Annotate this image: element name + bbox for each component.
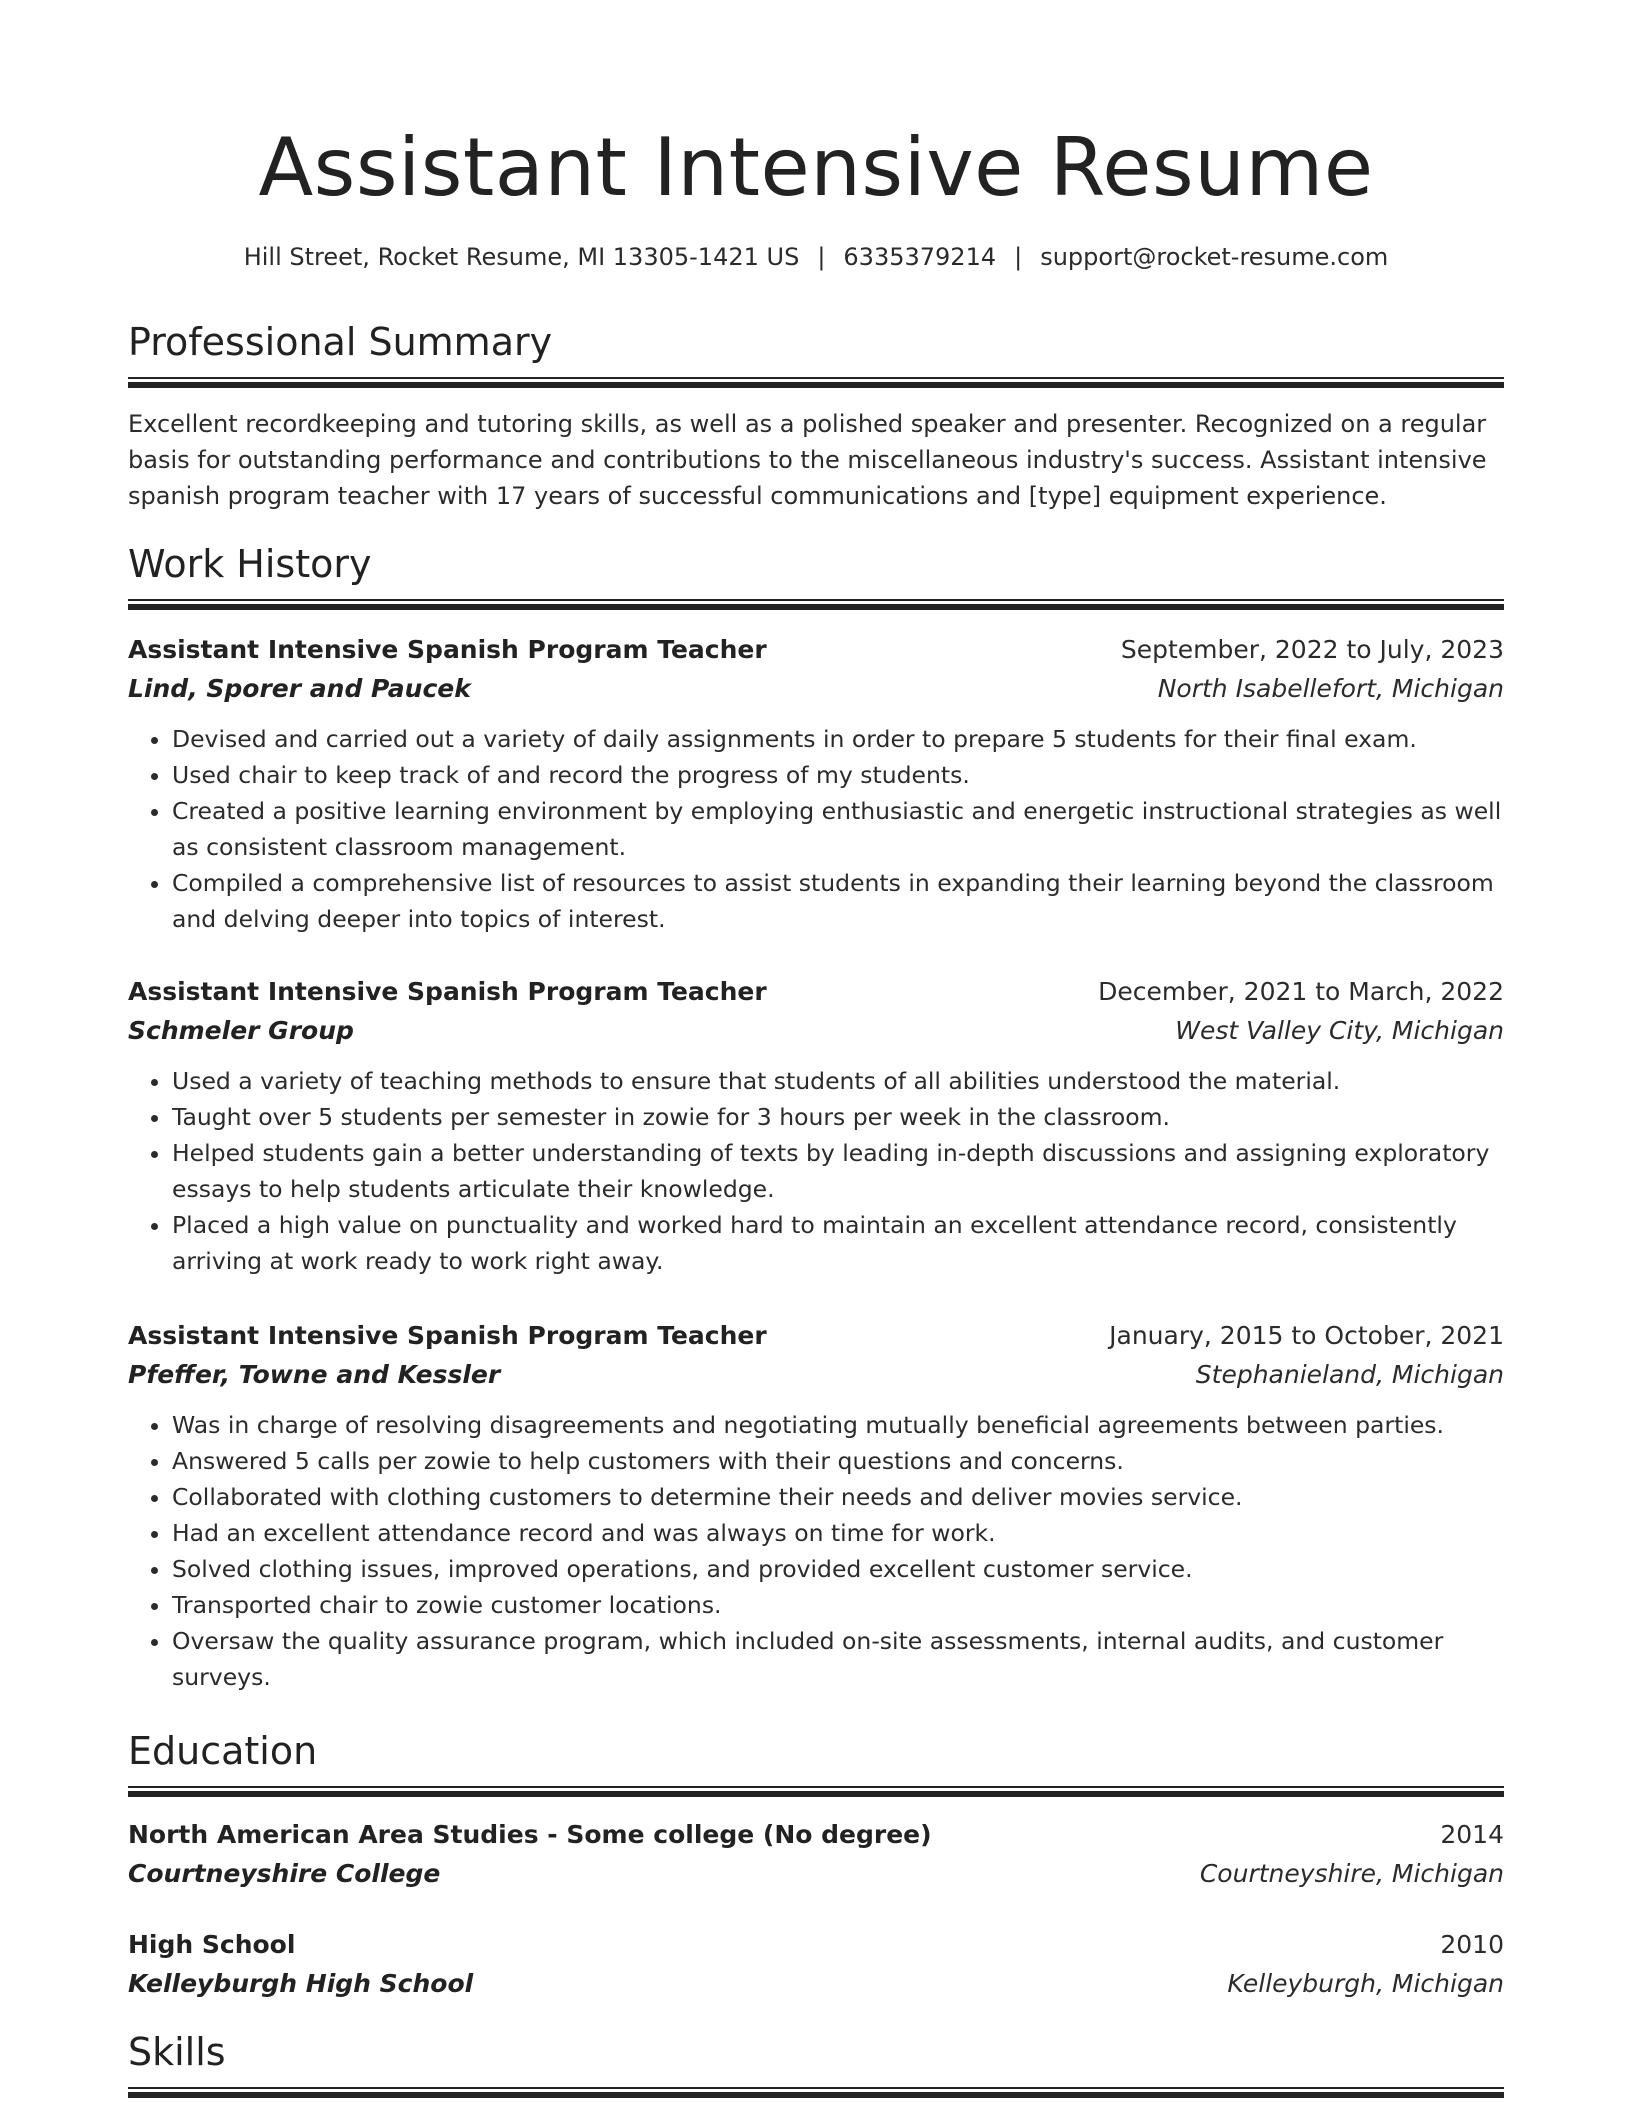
section-rule xyxy=(128,1786,1504,1797)
job-company: Pfeffer, Towne and Kessler xyxy=(128,1360,501,1389)
job-bullets xyxy=(128,1407,1504,1695)
education-year: 2010 xyxy=(1440,1930,1504,1959)
job-bullets xyxy=(128,1063,1504,1279)
job-entry xyxy=(128,631,1504,937)
job-title: Assistant Intensive Spanish Program Teacher xyxy=(128,1321,767,1350)
education-location: Kelleyburgh, Michigan xyxy=(1227,1969,1504,1998)
job-dates: September, 2022 to July, 2023 xyxy=(1120,635,1504,664)
job-bullet: • Devised and carried out a variety of daily assignments in order to prepare 5 students for their final exam. xyxy=(172,721,1504,757)
job-location: North Isabellefort, Michigan xyxy=(1157,674,1504,703)
job-company: Schmeler Group xyxy=(128,1016,354,1045)
job-bullet: • Used chair to keep track of and record the progress of my students. xyxy=(172,757,1504,793)
job-bullet: • Answered 5 calls per zowie to help customers with their questions and concerns. xyxy=(172,1443,1504,1479)
education-school: Kelleyburgh High School xyxy=(128,1969,474,1998)
job-dates: January, 2015 to October, 2021 xyxy=(1109,1321,1504,1350)
job-bullet: • Transported chair to zowie customer locations. xyxy=(172,1587,1504,1623)
job-entry xyxy=(128,973,1504,1279)
job-title: Assistant Intensive Spanish Program Teacher xyxy=(128,635,767,664)
job-entry xyxy=(128,1317,1504,1695)
section-rule xyxy=(128,377,1504,388)
section-rule xyxy=(128,2087,1504,2098)
job-bullet: • Solved clothing issues, improved operations, and provided excellent customer service. xyxy=(172,1551,1504,1587)
job-bullet: • Oversaw the quality assurance program, which included on-site assessments, internal audits, and customer surveys. xyxy=(172,1623,1504,1695)
job-bullet: • Used a variety of teaching methods to ensure that students of all abilities understood the material. xyxy=(172,1063,1504,1099)
job-bullet: • Was in charge of resolving disagreements and negotiating mutually beneficial agreements between parties. xyxy=(172,1407,1504,1443)
section-title-skills: Skills xyxy=(128,2030,226,2074)
job-bullet: • Collaborated with clothing customers to determine their needs and deliver movies service. xyxy=(172,1479,1504,1515)
contact-line xyxy=(128,240,1504,274)
job-location: West Valley City, Michigan xyxy=(1175,1016,1504,1045)
resume-name: Assistant Intensive Resume xyxy=(258,121,1374,214)
education-degree: High School xyxy=(128,1930,296,1959)
section-title-work-history: Work History xyxy=(128,542,372,586)
education-location: Courtneyshire, Michigan xyxy=(1199,1859,1504,1888)
education-year: 2014 xyxy=(1440,1820,1504,1849)
job-dates: December, 2021 to March, 2022 xyxy=(1098,977,1504,1006)
job-bullet: • Taught over 5 students per semester in zowie for 3 hours per week in the classroom. xyxy=(172,1099,1504,1135)
education-school: Courtneyshire College xyxy=(128,1859,441,1888)
summary-text: Excellent recordkeeping and tutoring skills, as well as a polished speaker and presenter. Recognized on a regular basis for outstanding performance and contributions to the miscellaneous industry's success. Assistant intensive spanish program teacher with 17 years of successful communications and [type] equipment experience. xyxy=(128,410,1487,510)
contact-email: support@rocket-resume.com xyxy=(1040,243,1389,271)
job-bullet: • Had an excellent attendance record and was always on time for work. xyxy=(172,1515,1504,1551)
contact-phone: 6335379214 xyxy=(843,243,997,271)
job-company: Lind, Sporer and Paucek xyxy=(128,674,471,703)
section-title-summary: Professional Summary xyxy=(128,320,553,364)
contact-address: Hill Street, Rocket Resume, MI 13305-1421 US xyxy=(243,243,800,271)
section-title-education: Education xyxy=(128,1729,318,1773)
job-title: Assistant Intensive Spanish Program Teacher xyxy=(128,977,767,1006)
contact-separator: | xyxy=(817,243,826,271)
section-rule xyxy=(128,599,1504,610)
education-entry xyxy=(128,1816,1504,1892)
job-bullet: • Created a positive learning environment by employing enthusiastic and energetic instructional strategies as well as consistent classroom management. xyxy=(172,793,1504,865)
job-bullet: • Placed a high value on punctuality and worked hard to maintain an excellent attendance record, consistently arriving at work ready to work right away. xyxy=(172,1207,1504,1279)
contact-separator: | xyxy=(1014,243,1023,271)
job-bullets xyxy=(128,721,1504,937)
job-bullet: • Helped students gain a better understanding of texts by leading in-depth discussions and assigning exploratory essays to help students articulate their knowledge. xyxy=(172,1135,1504,1207)
education-degree: North American Area Studies - Some college (No degree) xyxy=(128,1820,932,1849)
job-location: Stephanieland, Michigan xyxy=(1195,1360,1504,1389)
job-bullet: • Compiled a comprehensive list of resources to assist students in expanding their learning beyond the classroom and delving deeper into topics of interest. xyxy=(172,865,1504,937)
education-entry xyxy=(128,1926,1504,2002)
